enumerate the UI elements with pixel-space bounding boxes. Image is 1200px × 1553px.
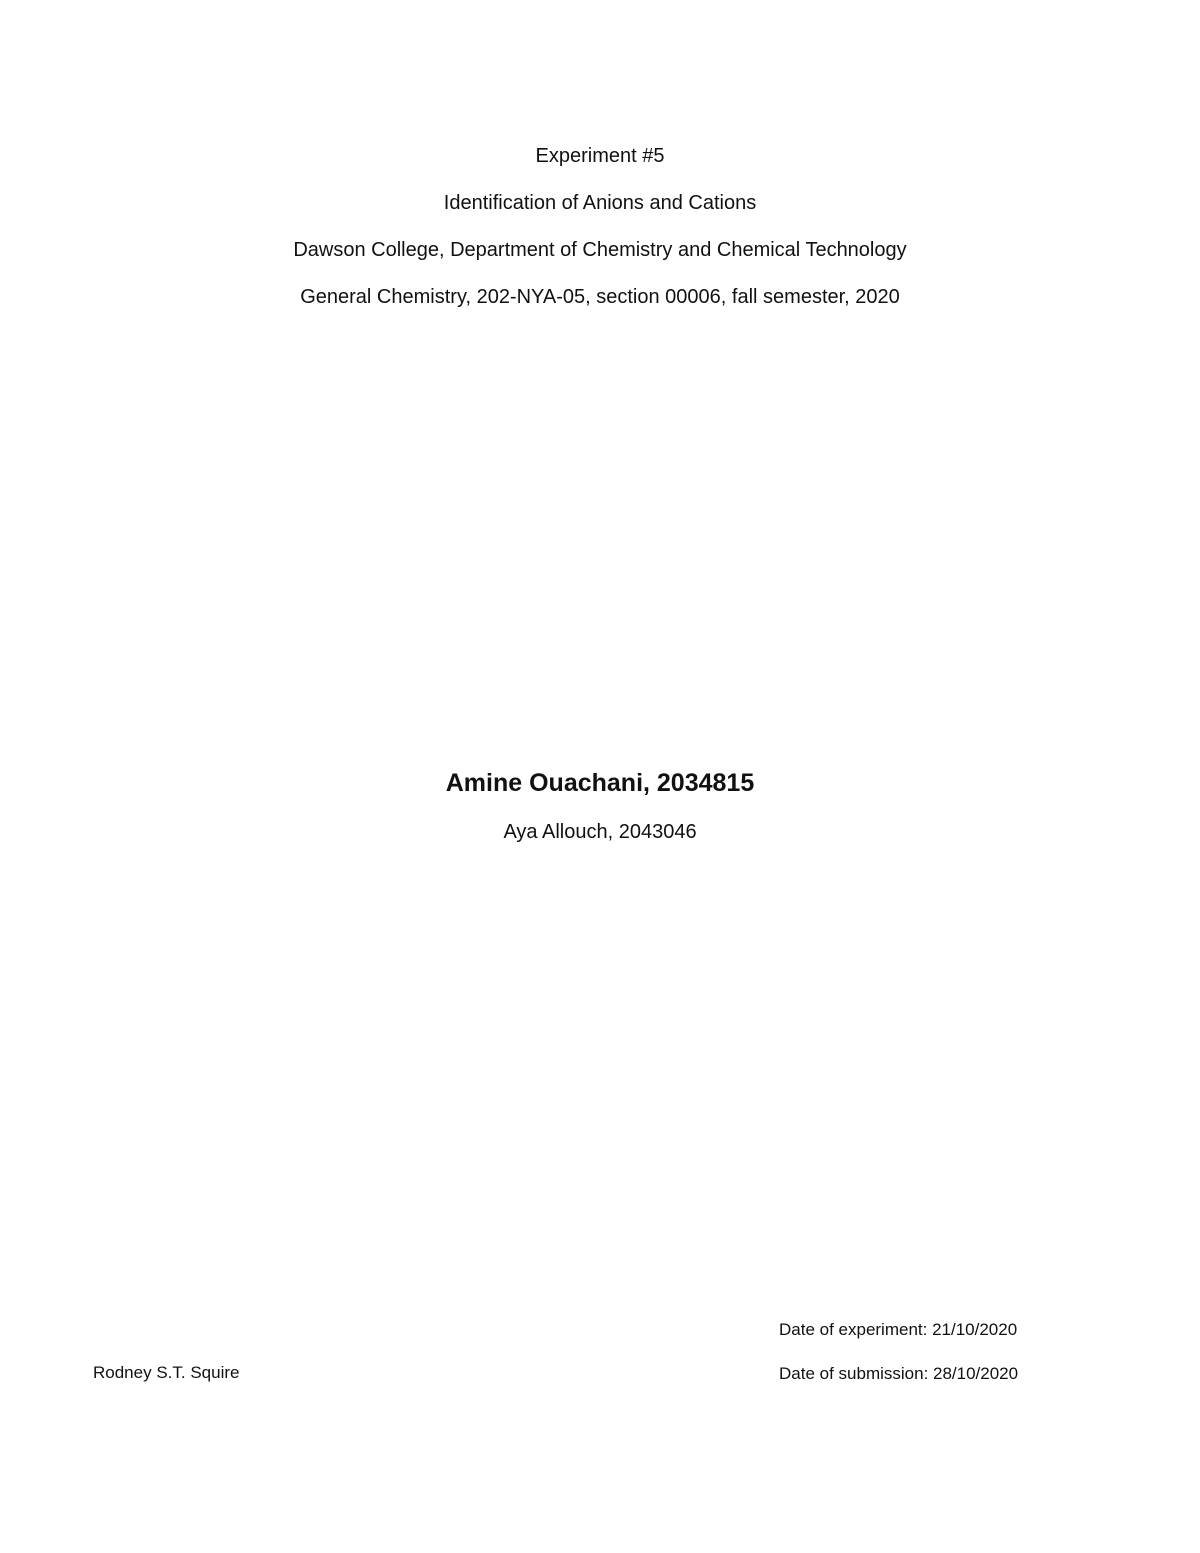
authors-block xyxy=(0,766,1200,846)
dates-block xyxy=(779,1318,1018,1406)
secondary-author: Aya Allouch, 2043046 xyxy=(503,821,697,843)
experiment-title: Identification of Anions and Cations xyxy=(443,192,757,214)
instructor-name: Rodney S.T. Squire xyxy=(93,1363,240,1382)
institution: Dawson College, Department of Chemistry and Chemical Technology xyxy=(293,239,907,261)
course-info: General Chemistry, 202-NYA-05, section 00006, fall semester, 2020 xyxy=(300,286,900,308)
experiment-number: Experiment #5 xyxy=(535,145,665,167)
title-block xyxy=(0,142,1200,330)
date-of-submission: Date of submission: 28/10/2020 xyxy=(779,1364,1019,1383)
primary-author: Amine Ouachani, 2034815 xyxy=(445,769,755,797)
date-of-experiment: Date of experiment: 21/10/2020 xyxy=(779,1320,1018,1339)
